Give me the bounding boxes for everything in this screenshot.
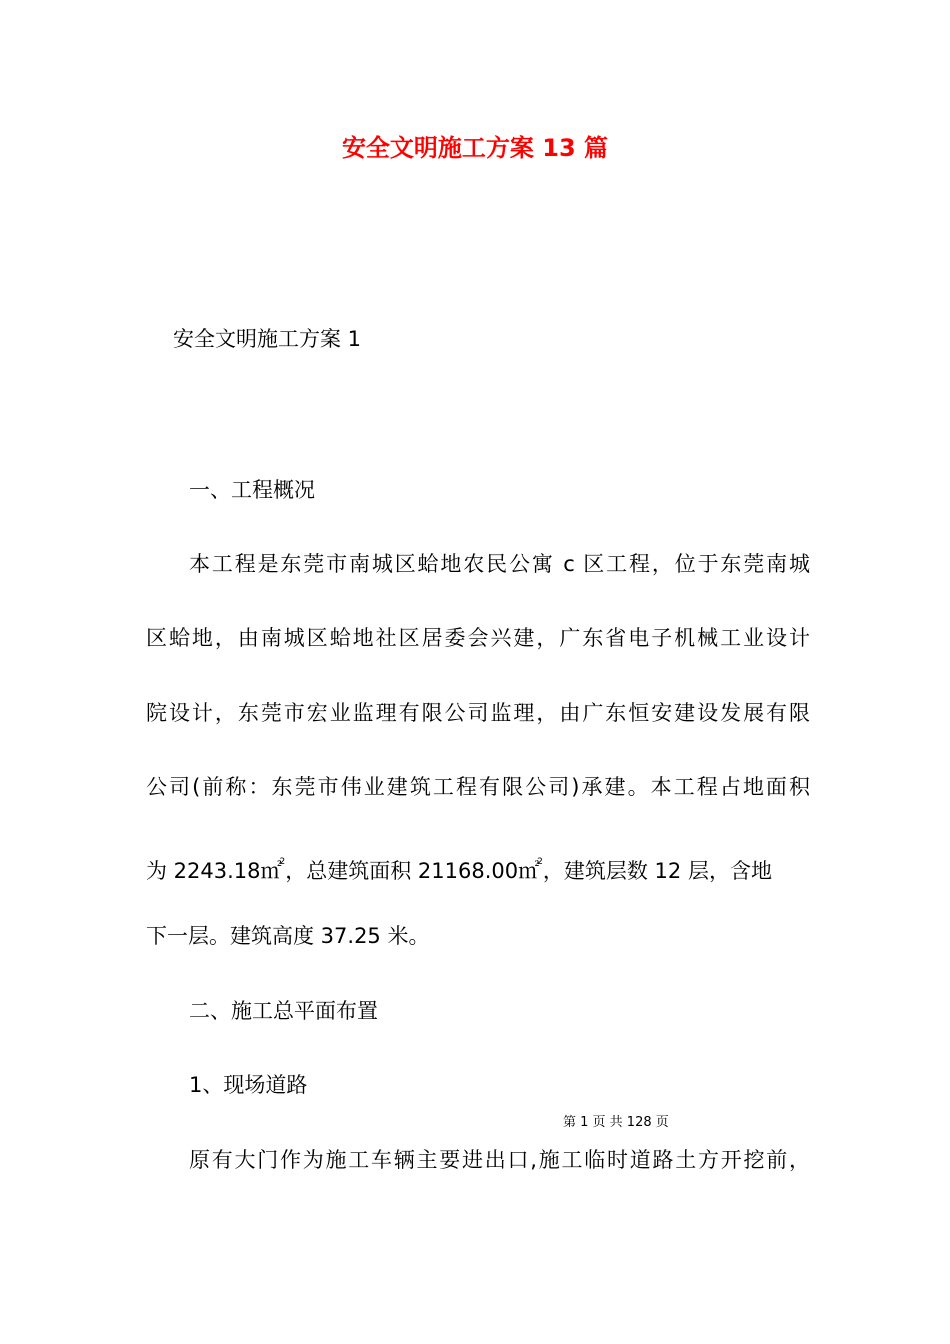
paragraph-text: ，建筑层数 12 层，含地 bbox=[542, 859, 772, 883]
paragraph-line bbox=[189, 547, 810, 581]
superscript: 2 bbox=[279, 857, 286, 867]
subsection-heading: 1、现场道路 bbox=[189, 1073, 308, 1097]
page-footer: 第 1 页 共 128 页 bbox=[563, 1115, 669, 1130]
section2-heading: 二、施工总平面布置 bbox=[189, 999, 378, 1023]
paragraph-text: 公司(前称：东莞市伟业建筑工程有限公司)承建。本工程占地面积 bbox=[146, 775, 810, 799]
paragraph-text: 为 2243.18㎡ bbox=[146, 859, 282, 883]
paragraph-line bbox=[146, 770, 810, 804]
paragraph-line bbox=[189, 1143, 810, 1177]
paragraph-text: 本工程是东莞市南城区蛤地农民公寓 c 区工程，位于东莞南城 bbox=[189, 552, 810, 576]
paragraph-line bbox=[146, 621, 810, 655]
paragraph-line bbox=[146, 845, 810, 888]
paragraph-text: 院设计，东莞市宏业监理有限公司监理，由广东恒安建设发展有限 bbox=[146, 701, 810, 725]
paragraph-line: 下一层。建筑高度 37.25 米。 bbox=[146, 924, 430, 948]
section-subtitle: 安全文明施工方案 1 bbox=[173, 327, 362, 351]
paragraph-text: 原有大门作为施工车辆主要进出口,施工临时道路土方开挖前， bbox=[189, 1148, 810, 1172]
paragraph-line bbox=[146, 696, 810, 730]
section1-heading: 一、工程概况 bbox=[189, 478, 315, 502]
document-title: 安全文明施工方案 13 篇 bbox=[341, 134, 609, 162]
superscript: 2 bbox=[537, 857, 543, 867]
paragraph-text: 区蛤地，由南城区蛤地社区居委会兴建，广东省电子机械工业设计 bbox=[146, 626, 810, 650]
paragraph-text: ，总建筑面积 21168.00㎡ bbox=[285, 859, 540, 883]
